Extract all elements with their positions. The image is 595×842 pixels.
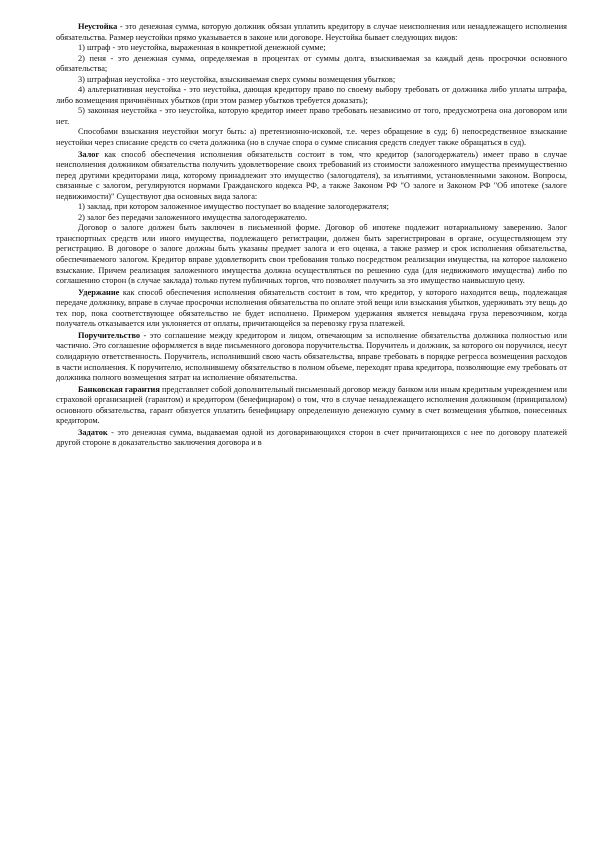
list-item: 2) пеня - это денежная сумма, определяемая в процентах от суммы долга, взыскиваемая за каждый день просрочки основного обязательства; [56, 53, 567, 74]
paragraph-neustoika [56, 22, 567, 43]
term-zadatok: Задаток [78, 427, 108, 437]
term-bank-guarantee: Банковская гарантия [78, 384, 160, 394]
paragraph-poruchitelstvo [56, 331, 567, 384]
paragraph-zadatok [56, 428, 567, 449]
paragraph-text: - это денежная сумма, которую должник обязан уплатить кредитору в случае неисполнения или ненадлежащего исполнения обязательства. Размер неустойки прямо указывается в законе или договоре. Неустойка бывает следующих видов: [56, 22, 567, 42]
term-neustoika: Неустойка [78, 22, 118, 31]
paragraph-text: - это денежная сумма, выдаваемая одной из договаривающихся сторон в счет причитающихся с нее по договору платежей другой стороне в доказательство заключения договора и в [56, 427, 567, 448]
list-item: 5) законная неустойка - это неустойка, которую кредитор имеет право требовать независимо от того, предусмотрена она договором или нет. [56, 106, 567, 126]
list-item: 1) заклад, при котором заложенное имущество поступает во владение залогодержателя; [78, 202, 389, 212]
paragraph-text: - это соглашение между кредитором и лицом, отвечающим за исполнение обязательства должника полностью или частично. Это соглашение оформляется в виде письменного договора поручительства. Поручитель и должник, за которого он поручился, несут солидарную ответственность. Поручитель, исполнивший свою часть обязательства, вправе требовать в порядке регресса возмещения расходов в части исполнения. К поручителю, исполнившему обязательство в полном объеме, переходят права кредитора, позволяющие ему требовать от должника полного возмещения затрат на исполнение обязательства. [56, 330, 567, 383]
list-item: 3) штрафная неустойка - это неустойка, взыскиваемая сверх суммы возмещения убытков; [78, 74, 396, 84]
paragraph-vzyskanie: Способами взыскания неустойки могут быть: а) претензионно-исковой, т.е. через обращение в суд; б) непосредственное взыскание неустойки через списание средств со счета должника (но в случае спора о сумме списания средств следует также обращаться в суд). [56, 127, 567, 148]
paragraph-zalog [56, 150, 567, 203]
paragraph-uderzhanie [56, 288, 567, 330]
list-item: 4) альтернативная неустойка - это неустойка, дающая кредитору право по своему выбору требовать от должника либо уплаты штрафа, либо возмещения причинённых убытков (при этом размер убытков требуется доказать); [56, 85, 567, 105]
list-item: 1) штраф - это неустойка, выраженная в конкретной денежной сумме; [78, 43, 326, 53]
term-uderzhanie: Удержание [78, 287, 120, 297]
term-poruchitelstvo: Поручительство [78, 330, 141, 340]
paragraph-text: как способ обеспечения исполнения обязательств состоит в том, что кредитор, у которого находится вещь, подлежащая передаче должнику, вправе в случае просрочки исполнения обязательства по оплате этой вещи или взыскания убытков, удерживать эту вещь до тех пор, пока соответствующее обязательство не будет исполнено. Примером удержания является невыдача груза перевозчиком, когда получатель отказывается или уклоняется от оплаты, причитающейся за перевозку груза платежей. [56, 287, 567, 329]
document-text [56, 22, 567, 449]
term-zalog: Залог [78, 149, 100, 159]
paragraph-dogovor-zaloga: Договор о залоге должен быть заключен в письменной форме. Договор об ипотеке подлежит нотариальному заверению. Залог транспортных средств или иного имущества, подлежащего регистрации, должен быть зарегистрирован в органе, осуществляющем эту регистрацию. В договоре о залоге должны быть указаны предмет залога и его оценка, а также размер и срок исполнения обязательства, обеспечиваемого залогом. Кредитор вправе удовлетворить свои требования только посредством реализации имущества, на которое наложено взыскание. Причем реализация заложенного имущества должна осуществляться по решению суда (для недвижимого имущества) либо по соглашению сторон (в случае заклада) только путем публичных торгов, что позволяет получить за это имущество наивысшую цену. [56, 223, 567, 286]
paragraph-text: представляет собой дополнительный письменный договор между банком или иным кредитным учреждением или страховой организацией (гарантом) и кредитором (бенефициаром) о том, что в случае ненадлежащего исполнения должником (принципалом) основного обязательства, гарант обязуется уплатить бенефициару определенную денежную сумму в счет возмещения убытков, понесенных кредитором. [56, 384, 567, 426]
paragraph-text: как способ обеспечения исполнения обязательств состоит в том, что кредитор (залогодержатель) имеет право в случае неисполнения должником обязательства получить удовлетворение своих требований из стоимости заложенного имущества преимущественно перед другими кредиторами лица, которому принадлежит это имущество (залогодателя), за изъятиями, установленными законом. Вопросы, связанные с залогом, регулируются нормами Гражданского кодекса РФ, а также Законом РФ "О залоге и Законом РФ "Об ипотеке (залоге недвижимости)" Существуют два основных вида залога: [56, 149, 567, 201]
list-item: 2) залог без передачи заложенного имущества залогодержателю. [78, 212, 308, 222]
paragraph-bank-guarantee [56, 385, 567, 427]
